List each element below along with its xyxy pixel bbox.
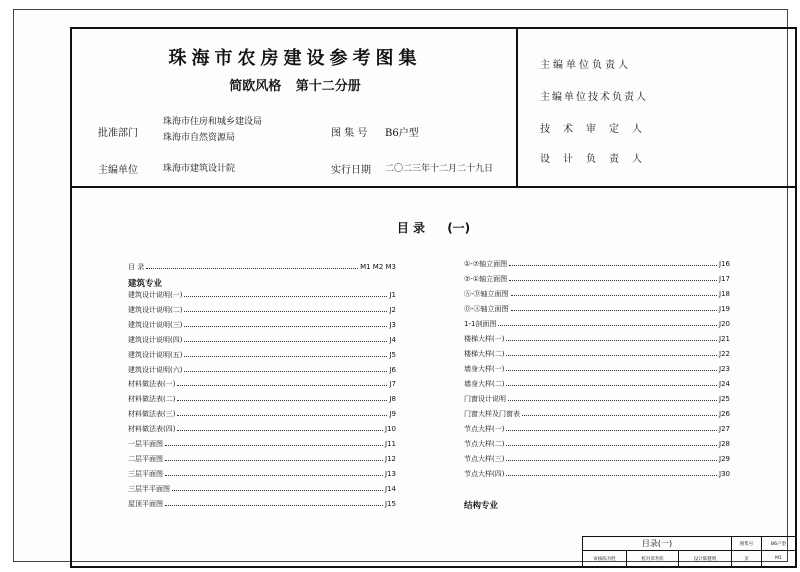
toc-row[interactable] xyxy=(464,438,730,450)
toc-row-code: J5 xyxy=(389,350,396,359)
toc-row[interactable] xyxy=(128,364,396,376)
toc-row[interactable] xyxy=(128,408,396,420)
toc-row-name: 节点大样(四) xyxy=(464,470,505,478)
leader-dots xyxy=(184,351,387,357)
toc-row[interactable] xyxy=(464,363,730,375)
toc-heading-part: (一) xyxy=(447,221,471,235)
toc-row[interactable] xyxy=(464,423,730,435)
toc-row-contents[interactable] xyxy=(128,261,396,273)
leader-dots xyxy=(165,455,383,461)
leader-dots xyxy=(172,485,383,491)
leader-dots xyxy=(184,306,387,312)
toc-row[interactable] xyxy=(464,273,730,285)
toc-row[interactable] xyxy=(464,393,730,405)
toc-row-code: J13 xyxy=(385,469,396,478)
toc-row-code: J28 xyxy=(719,440,730,448)
date-label: 实行日期 xyxy=(331,165,371,176)
section-structure: 结构专业 xyxy=(464,501,499,511)
toc-row-code: J4 xyxy=(389,335,396,344)
toc-row-name: 节点大样(一) xyxy=(464,425,505,433)
toc-row-code: J1 xyxy=(389,291,396,299)
toc-row-code: J27 xyxy=(719,425,730,433)
toc-row-code: J18 xyxy=(719,290,730,298)
toc-row[interactable] xyxy=(128,319,396,331)
toc-row-code: J6 xyxy=(389,365,396,374)
toc-row-name: 建筑设计说明(六) xyxy=(128,365,183,374)
toc-row-name: 楼梯大样(二) xyxy=(464,350,505,358)
tb-drawing-name: 目录(一) xyxy=(583,537,732,551)
toc-row-name: 楼梯大样(一) xyxy=(464,335,505,343)
toc-row[interactable] xyxy=(128,304,396,316)
leader-dots xyxy=(177,410,387,416)
toc-row-name: 墙身大样(一) xyxy=(464,365,505,373)
toc-row[interactable] xyxy=(128,483,396,495)
toc-row-name: 二层平面图 xyxy=(128,454,163,463)
leader-dots xyxy=(184,336,387,342)
approve-label: 批准部门 xyxy=(98,128,138,139)
leader-dots xyxy=(184,321,387,327)
leader-dots xyxy=(146,263,358,269)
toc-row[interactable] xyxy=(128,468,396,480)
toc-row[interactable] xyxy=(464,468,730,480)
editor-label: 主编单位 xyxy=(98,165,138,176)
drawing-frame xyxy=(70,27,797,568)
toc-row-name: 门窗大样及门窗表 xyxy=(464,410,520,418)
toc-row-code: J3 xyxy=(389,320,396,329)
approve-value-2: 珠海市自然资源局 xyxy=(163,133,236,143)
toc-row-code: J10 xyxy=(385,425,396,434)
toc-row[interactable] xyxy=(464,408,730,420)
toc-heading-main: 目 录 xyxy=(396,221,425,235)
toc-row-name: 建筑设计说明(四) xyxy=(128,335,183,344)
toc-row-name: 材料做法表(四) xyxy=(128,425,176,434)
toc-row-name: Ⓐ-Ⓓ轴立面图 xyxy=(464,290,509,298)
role-technical-reviewer: 技术审定人 xyxy=(540,124,655,135)
toc-row-name: 材料做法表(一) xyxy=(128,380,176,389)
toc-row-name: 屋顶平面图 xyxy=(128,499,163,508)
toc-row[interactable] xyxy=(128,334,396,346)
leader-dots xyxy=(509,275,717,281)
approve-value-1: 珠海市住房和城乡建设局 xyxy=(163,117,263,127)
toc-row-name: Ⓓ-Ⓐ轴立面图 xyxy=(464,305,509,313)
toc-row-code: J25 xyxy=(719,395,730,403)
toc-row[interactable] xyxy=(464,288,730,300)
toc-row-code: J2 xyxy=(389,305,396,314)
tb-page-label: 页 xyxy=(732,551,762,567)
leader-dots xyxy=(522,410,717,416)
toc-row-code: M1 M2 M3 xyxy=(360,263,396,271)
toc-row-name: 三层平面图 xyxy=(128,469,163,478)
section-architecture: 建筑专业 xyxy=(128,279,163,289)
toc-row-code: J11 xyxy=(385,440,396,448)
toc-row-name: 1-1剖面图 xyxy=(464,320,497,328)
leader-dots xyxy=(506,350,717,356)
toc-row-code: J17 xyxy=(719,275,730,283)
toc-row-code: J26 xyxy=(719,410,730,418)
leader-dots xyxy=(508,395,717,401)
toc-row-code: J15 xyxy=(385,499,396,508)
toc-row-name: 节点大样(三) xyxy=(464,455,505,463)
subtitle-style: 简欧风格 xyxy=(229,79,282,94)
leader-dots xyxy=(165,500,383,506)
leader-dots xyxy=(506,470,717,476)
date-value: 二〇二三年十二月二十九日 xyxy=(385,164,494,174)
toc-row-code: J24 xyxy=(719,380,730,388)
toc-row[interactable] xyxy=(464,333,730,345)
toc-row-name: 建筑设计说明(一) xyxy=(128,291,183,299)
tb-checker: 校对邓寿彰 xyxy=(627,551,679,567)
leader-dots xyxy=(506,380,717,386)
toc-row-code: J16 xyxy=(719,260,730,268)
leader-dots xyxy=(165,440,383,446)
toc-row-code: J7 xyxy=(389,380,396,389)
atlas-number-value: B6户型 xyxy=(385,128,419,139)
toc-row-name: 三层半平面图 xyxy=(128,484,170,493)
leader-dots xyxy=(184,366,387,372)
toc-row[interactable] xyxy=(128,453,396,465)
toc-row[interactable] xyxy=(128,378,396,390)
toc-row-name: ①-⑦轴立面图 xyxy=(464,260,508,268)
role-technical-chief: 主编单位技术负责人 xyxy=(540,92,648,103)
leader-dots xyxy=(165,470,383,476)
leader-dots xyxy=(506,425,717,431)
leader-dots xyxy=(498,320,717,326)
leader-dots xyxy=(177,380,387,386)
toc-row-code: J9 xyxy=(389,410,396,419)
role-chief-editor: 主编单位负责人 xyxy=(540,60,631,71)
toc-row[interactable] xyxy=(128,289,396,301)
header-info-panel xyxy=(72,29,518,188)
leader-dots xyxy=(177,425,383,431)
editor-value: 珠海市建筑设计院 xyxy=(163,164,236,174)
toc-row-name: 节点大样(二) xyxy=(464,440,505,448)
toc-row-code: J19 xyxy=(719,305,730,313)
tb-page-value: M1 xyxy=(762,551,796,567)
tb-reviewer: 审核陈为胜 xyxy=(583,551,627,567)
toc-row[interactable] xyxy=(128,498,396,510)
toc-row-code: J21 xyxy=(719,335,730,343)
toc-row-name: 建筑设计说明(二) xyxy=(128,305,183,314)
toc-row-name: 建筑设计说明(五) xyxy=(128,350,183,359)
toc-row-name: 门窗设计说明 xyxy=(464,395,506,403)
leader-dots xyxy=(506,455,717,461)
toc-row-name: 目 录 xyxy=(128,263,145,271)
toc-row[interactable] xyxy=(464,303,730,315)
toc-row-name: 一层平面图 xyxy=(128,440,163,448)
toc-row-code: J23 xyxy=(719,365,730,373)
leader-dots xyxy=(177,395,387,401)
tb-designer: 设计陈健明 xyxy=(679,551,732,567)
toc-row-name: 材料做法表(二) xyxy=(128,395,176,404)
leader-dots xyxy=(506,365,717,371)
toc-row-code: J29 xyxy=(719,455,730,463)
atlas-subtitle xyxy=(72,75,518,94)
toc-row-code: J14 xyxy=(385,484,396,493)
drawing-sheet xyxy=(13,9,788,562)
toc-row-code: J8 xyxy=(389,395,396,404)
toc-row-code: J12 xyxy=(385,454,396,463)
subtitle-volume: 第十二分册 xyxy=(295,79,361,94)
title-block xyxy=(582,536,795,566)
leader-dots xyxy=(511,290,717,296)
toc-row-name: 墙身大样(二) xyxy=(464,380,505,388)
toc-row-name: ⑦-①轴立面图 xyxy=(464,275,508,283)
leader-dots xyxy=(506,335,717,341)
leader-dots xyxy=(506,440,717,446)
toc-row[interactable] xyxy=(464,453,730,465)
leader-dots xyxy=(184,291,387,297)
role-design-lead: 设计负责人 xyxy=(540,154,655,165)
toc-row-name: 材料做法表(三) xyxy=(128,410,176,419)
toc-row[interactable] xyxy=(464,378,730,390)
tb-atlas-label: 图集号 xyxy=(732,537,762,551)
toc-row[interactable] xyxy=(464,348,730,360)
toc-row[interactable] xyxy=(128,393,396,405)
toc-row[interactable] xyxy=(464,318,730,330)
toc-row[interactable] xyxy=(128,423,396,435)
toc-row-code: J20 xyxy=(719,320,730,328)
leader-dots xyxy=(509,260,717,266)
toc-row[interactable] xyxy=(464,258,730,270)
header-roles-panel xyxy=(518,29,795,188)
tb-atlas-value: B6户型 xyxy=(762,537,796,551)
atlas-number-label: 图 集 号 xyxy=(331,128,368,139)
toc-row-name: 建筑设计说明(三) xyxy=(128,320,183,329)
toc-row[interactable] xyxy=(128,438,396,450)
toc-row[interactable] xyxy=(128,349,396,361)
toc-row-code: J30 xyxy=(719,470,730,478)
toc-row-code: J22 xyxy=(719,350,730,358)
atlas-title: 珠海市农房建设参考图集 xyxy=(168,48,422,69)
leader-dots xyxy=(511,305,717,311)
toc-heading xyxy=(72,219,795,236)
